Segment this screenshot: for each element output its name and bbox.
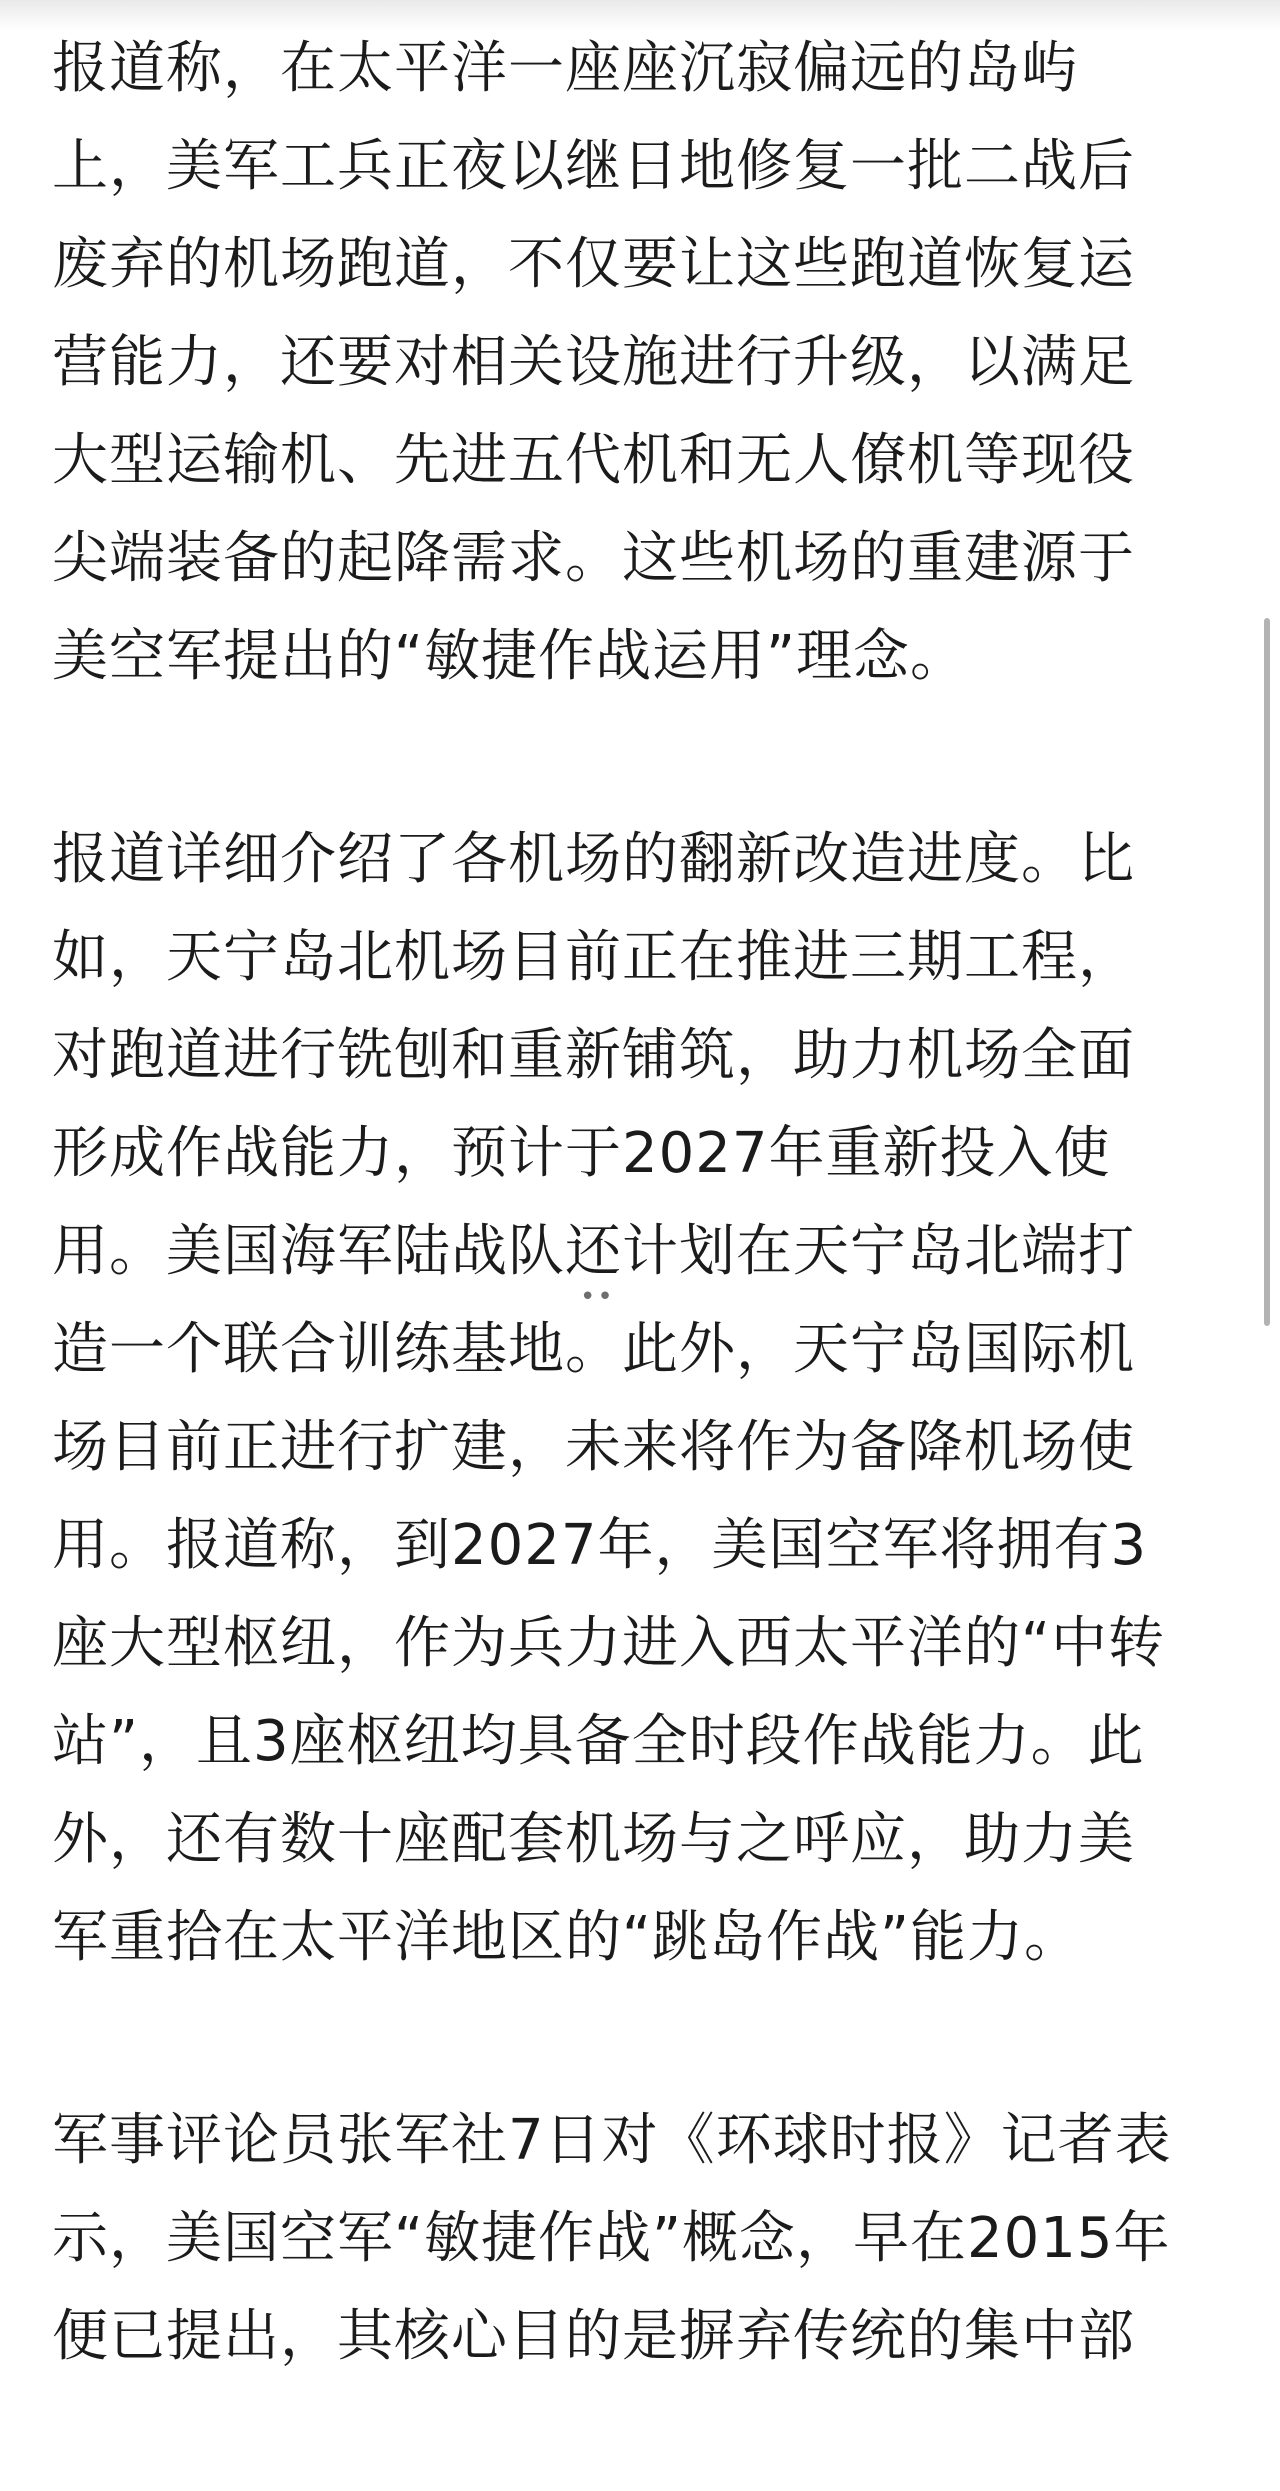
text-line: 大型运输机、先进五代机和无人僚机等现役 bbox=[52, 428, 1135, 493]
article-paragraph-1 bbox=[52, 20, 1232, 706]
text-line: 用。美国海军陆战队还计划在天宁岛北端打 bbox=[52, 1219, 1135, 1284]
text-line: 对跑道进行铣刨和重新铺筑，助力机场全面 bbox=[52, 1023, 1135, 1088]
text-line: 场目前正进行扩建，未来将作为备降机场使 bbox=[52, 1415, 1135, 1480]
text-line: 废弃的机场跑道，不仅要让这些跑道恢复运 bbox=[52, 232, 1135, 297]
text-line: 报道详细介绍了各机场的翻新改造进度。比 bbox=[52, 827, 1135, 892]
text-line: 形成作战能力，预计于2027年重新投入使 bbox=[52, 1121, 1111, 1186]
text-line: 外，还有数十座配套机场与之呼应，助力美 bbox=[52, 1807, 1135, 1872]
text-line: 站”，且3座枢纽均具备全时段作战能力。此 bbox=[52, 1709, 1145, 1774]
text-line: 便已提出，其核心目的是摒弃传统的集中部 bbox=[52, 2304, 1135, 2369]
text-line: 军重拾在太平洋地区的“跳岛作战”能力。 bbox=[52, 1905, 1082, 1970]
text-line: 用。报道称，到2027年，美国空军将拥有3 bbox=[52, 1513, 1148, 1578]
text-line: 示，美国空军“敏捷作战”概念，早在2015年 bbox=[52, 2206, 1171, 2271]
text-line: 军事评论员张军社7日对《环球时报》记者表 bbox=[52, 2108, 1172, 2173]
vertical-scrollbar[interactable] bbox=[1264, 618, 1270, 1326]
text-line: 尖端装备的起降需求。这些机场的重建源于 bbox=[52, 526, 1135, 591]
article-paragraph-2 bbox=[52, 811, 1232, 1987]
inline-marker-dots: •• bbox=[580, 1282, 615, 1312]
article-paragraph-3 bbox=[52, 2092, 1232, 2386]
text-line: 营能力，还要对相关设施进行升级，以满足 bbox=[52, 330, 1135, 395]
text-line: 座大型枢纽，作为兵力进入西太平洋的“中转 bbox=[52, 1611, 1166, 1676]
article-body bbox=[52, 20, 1232, 2491]
text-line: 上，美军工兵正夜以继日地修复一批二战后 bbox=[52, 134, 1135, 199]
text-line: 报道称，在太平洋一座座沉寂偏远的岛屿 bbox=[52, 36, 1078, 101]
text-line: 美空军提出的“敏捷作战运用”理念。 bbox=[52, 624, 968, 689]
text-line: 如，天宁岛北机场目前正在推进三期工程， bbox=[52, 925, 1135, 990]
text-line: 造一个联合训练基地。此外，天宁岛国际机 bbox=[52, 1317, 1135, 1382]
